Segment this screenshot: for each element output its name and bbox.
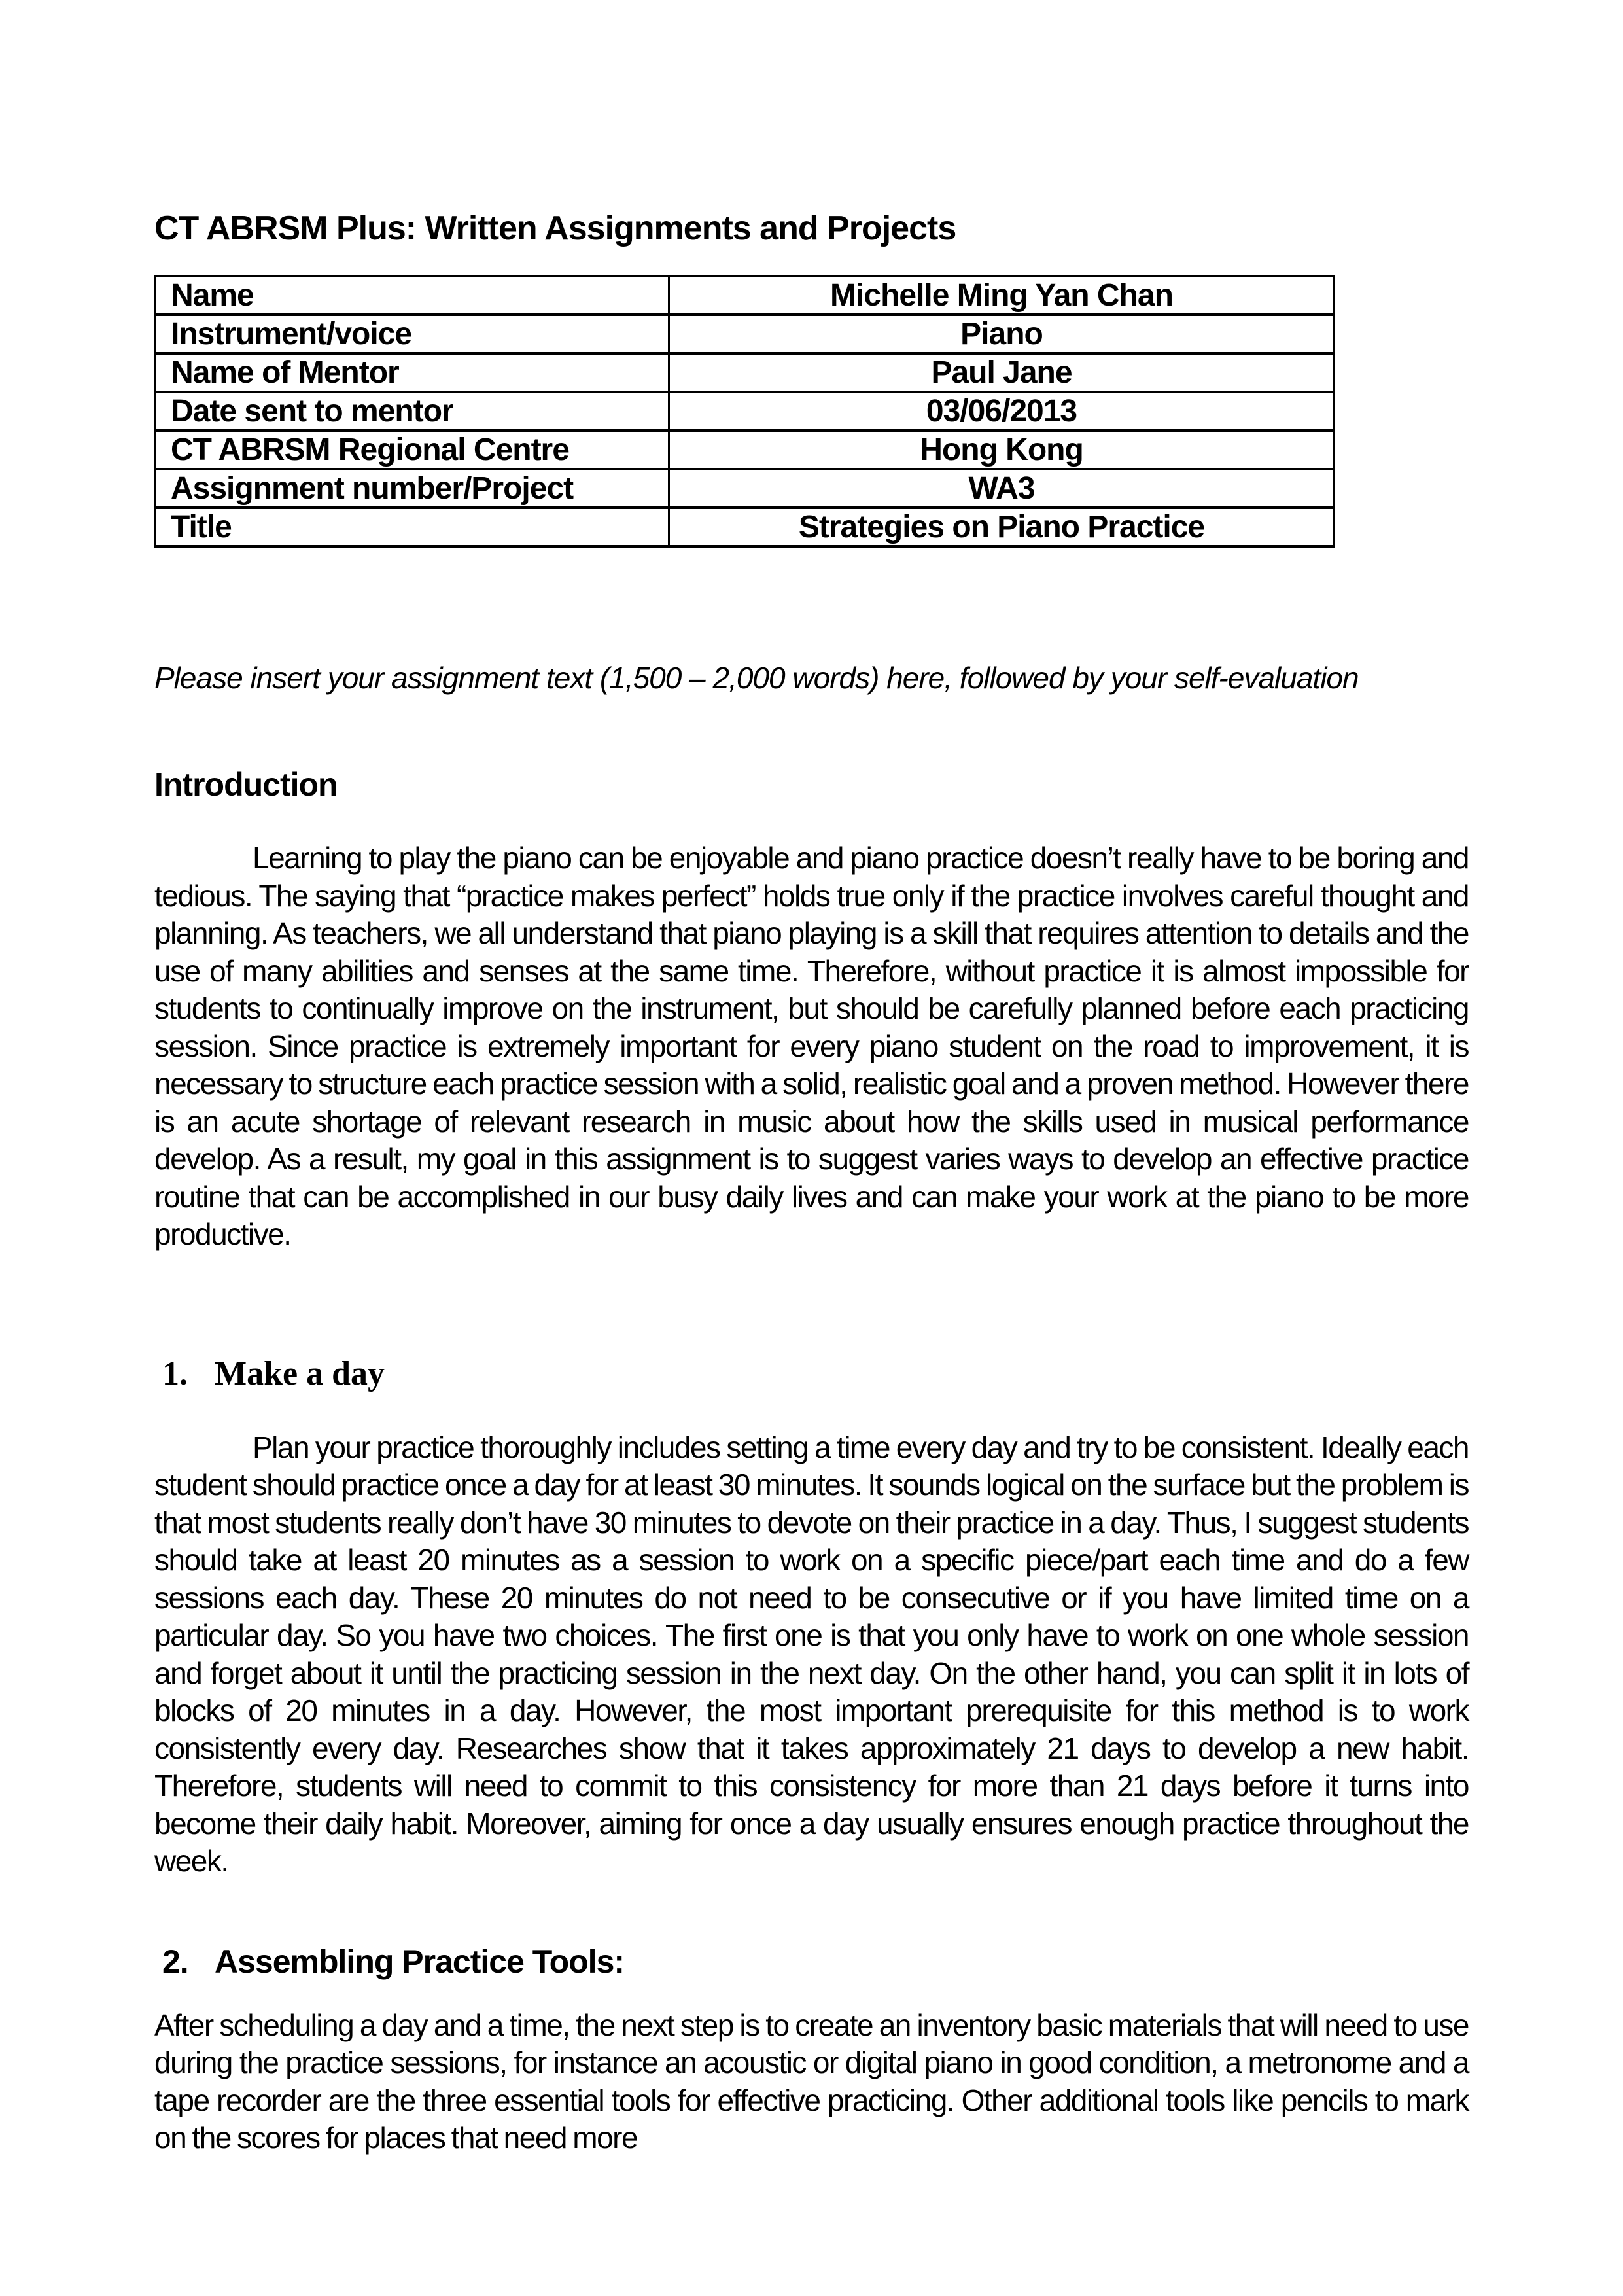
row-label: Instrument/voice (156, 315, 669, 353)
table-row (156, 353, 1335, 392)
table-row (156, 508, 1335, 546)
table-row (156, 431, 1335, 469)
paragraph-make-a-day: Plan your practice thoroughly includes setting a time every day and try to be consistent. Ideally each student should practice once a day for at least 30 minutes. It sounds logical on the surface but the problem is that most students really don’t have 30 minutes to devote on their practice in a day. Thus, I suggest students should take at least 20 minutes as a session to work on a specific piece/part each time and do a few sessions each day. These 20 minutes do not need to be consecutive or if you have limited time on a particular day. So you have two choices. The first one is that you only have to work on one whole session and forget about it until the practicing session in the next day. On the other hand, you can split it in lots of blocks of 20 minutes in a day. However, the most important prerequisite for this method is to work consistently every day. Researches show that it takes approximately 21 days to develop a new habit. Therefore, students will need to commit to this consistency for more than 21 days before it turns into become their daily habit. Moreover, aiming for once a day usually ensures enough practice throughout the week. (154, 1430, 1469, 1878)
assignment-info-table-body (156, 276, 1335, 546)
section-heading-make-a-day (154, 1355, 1469, 1393)
page-title: CT ABRSM Plus: Written Assignments and Projects (154, 209, 956, 247)
table-row (156, 469, 1335, 508)
row-value: 03/06/2013 (669, 392, 1335, 431)
row-value: Piano (669, 315, 1335, 353)
section-heading-introduction: Introduction (154, 766, 338, 803)
row-label: Name of Mentor (156, 353, 669, 392)
row-value: Hong Kong (669, 431, 1335, 469)
section-number: 2. (162, 1943, 188, 1980)
row-label: Date sent to mentor (156, 392, 669, 431)
row-value: WA3 (669, 469, 1335, 508)
row-value: Michelle Ming Yan Chan (669, 276, 1335, 315)
section-heading-assembling-practice-tools (154, 1943, 1469, 1981)
table-row (156, 276, 1335, 315)
paragraph-introduction: Learning to play the piano can be enjoyable and piano practice doesn’t really have to be boring and tedious. The saying that “practice makes perfect” holds true only if the practice involves careful thought and planning. As teachers, we all understand that piano playing is a skill that requires attention to details and the use of many abilities and senses at the same time. Therefore, without practice it is almost impossible for students to continually improve on the instrument, but should be carefully planned before each practicing session. Since practice is extremely important for every piano student on the road to improvement, it is necessary to structure each practice session with a solid, realistic goal and a proven method. However there is an acute shortage of relevant research in music about how the skills used in musical performance develop. As a result, my goal in this assignment is to suggest varies ways to develop an effective practice routine that can be accomplished in our busy daily lives and can make your work at the piano to be more productive. (154, 841, 1469, 1251)
row-label: Assignment number/Project (156, 469, 669, 508)
row-label: CT ABRSM Regional Centre (156, 431, 669, 469)
row-value: Strategies on Piano Practice (669, 508, 1335, 546)
section-heading-text: Make a day (215, 1354, 385, 1392)
section-number: 1. (162, 1354, 188, 1392)
row-label: Name (156, 276, 669, 315)
section-heading-text: Assembling Practice Tools: (215, 1943, 625, 1980)
paragraph-assembling-practice-tools: After scheduling a day and a time, the next step is to create an inventory basic materials that will need to use during the practice sessions, for instance an acoustic or digital piano in good condition, a metronome and a tape recorder are the three essential tools for effective practicing. Other additional tools like pencils to mark on the scores for places that need more (154, 2007, 1469, 2155)
instruction-note: Please insert your assignment text (1,500 – 2,000 words) here, followed by your self-evaluation (154, 661, 1359, 695)
assignment-info-table (154, 275, 1335, 548)
table-row (156, 392, 1335, 431)
row-value: Paul Jane (669, 353, 1335, 392)
row-label: Title (156, 508, 669, 546)
table-row (156, 315, 1335, 353)
